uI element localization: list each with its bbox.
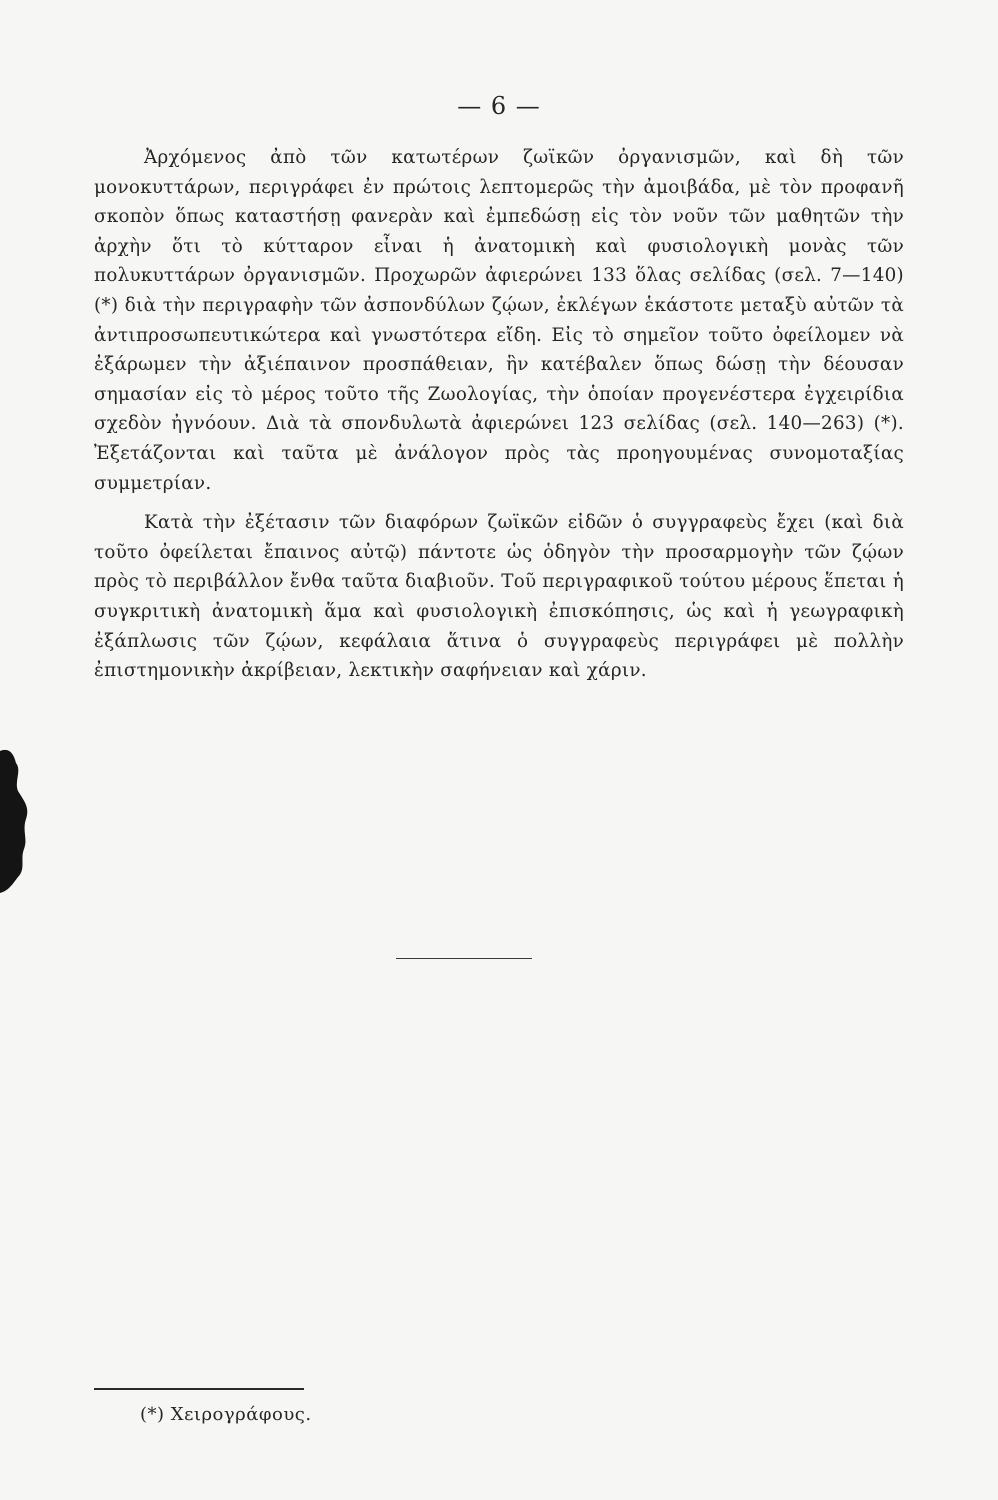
page-number: — 6 — <box>457 92 541 120</box>
section-separator-line <box>396 958 532 959</box>
footnote: (*) Χειρογράφους. <box>140 1404 312 1425</box>
ink-blot-mark <box>0 745 34 895</box>
footnote-rule <box>94 1388 304 1390</box>
paragraph-1: Ἀρχόμενος ἀπὸ τῶν κατωτέρων ζωϊκῶν ὀργανισμῶν, καὶ δὴ τῶν μονοκυττάρων, περιγράφει ἐν πρώτοις λεπτομερῶς τὴν ἀμοιβάδα, μὲ τὸν προφανῆ σκοπὸν ὅπως καταστήσῃ φανερὰν καὶ ἐμπεδώσῃ εἰς τὸν νοῦν τῶν μαθητῶν τὴν ἀρχὴν ὅτι τὸ κύτταρον εἶναι ἡ ἀνατομικὴ καὶ φυσιολογικὴ μονὰς τῶν πολυκυττάρων ὀργανισμῶν. Προχωρῶν ἀφιερώνει 133 ὅλας σελίδας (σελ. 7—140) (*) διὰ τὴν περιγραφὴν τῶν ἀσπονδύλων ζῴων, ἐκλέγων ἑκάστοτε μεταξὺ αὐτῶν τὰ ἀντιπροσωπευτικώτερα καὶ γνωστότερα εἴδη. Εἰς τὸ σημεῖον τοῦτο ὀφείλομεν νὰ ἐξάρωμεν τὴν ἀξιέπαινον προσπάθειαν, ἣν κατέβαλεν ὅπως δώσῃ τὴν δέουσαν σημασίαν εἰς τὸ μέρος τοῦτο τῆς Ζωολογίας, τὴν ὁποίαν προγενέστερα ἐγχειρίδια σχεδὸν ἠγνόουν. Διὰ τὰ σπονδυλωτὰ ἀφιερώνει 123 σελίδας (σελ. 140—263) (*). Ἐξετάζονται καὶ ταῦτα μὲ ἀνάλογον πρὸς τὰς προηγουμένας συνομοταξίας συμμετρίαν. <box>94 147 904 494</box>
paragraph-2: Κατὰ τὴν ἐξέτασιν τῶν διαφόρων ζωϊκῶν εἰδῶν ὁ συγγραφεὺς ἔχει (καὶ διὰ τοῦτο ὀφείλεται ἔπαινος αὐτῷ) πάντοτε ὡς ὁδηγὸν τὴν προσαρμογὴν τῶν ζῴων πρὸς τὸ περιβάλλον ἔνθα ταῦτα διαβιοῦν. Τοῦ περιγραφικοῦ τούτου μέρους ἕπεται ἡ συγκριτικὴ ἀνατομικὴ ἅμα καὶ φυσιολογικὴ ἐπισκόπησις, ὡς καὶ ἡ γεωγραφικὴ ἐξάπλωσις τῶν ζῴων, κεφάλαια ἅτινα ὁ συγγραφεὺς περιγράφει μὲ πολλὴν ἐπιστημονικὴν ἀκρίβειαν, λεκτικὴν σαφήνειαν καὶ χάριν. <box>94 512 905 682</box>
body-text <box>94 143 904 696</box>
